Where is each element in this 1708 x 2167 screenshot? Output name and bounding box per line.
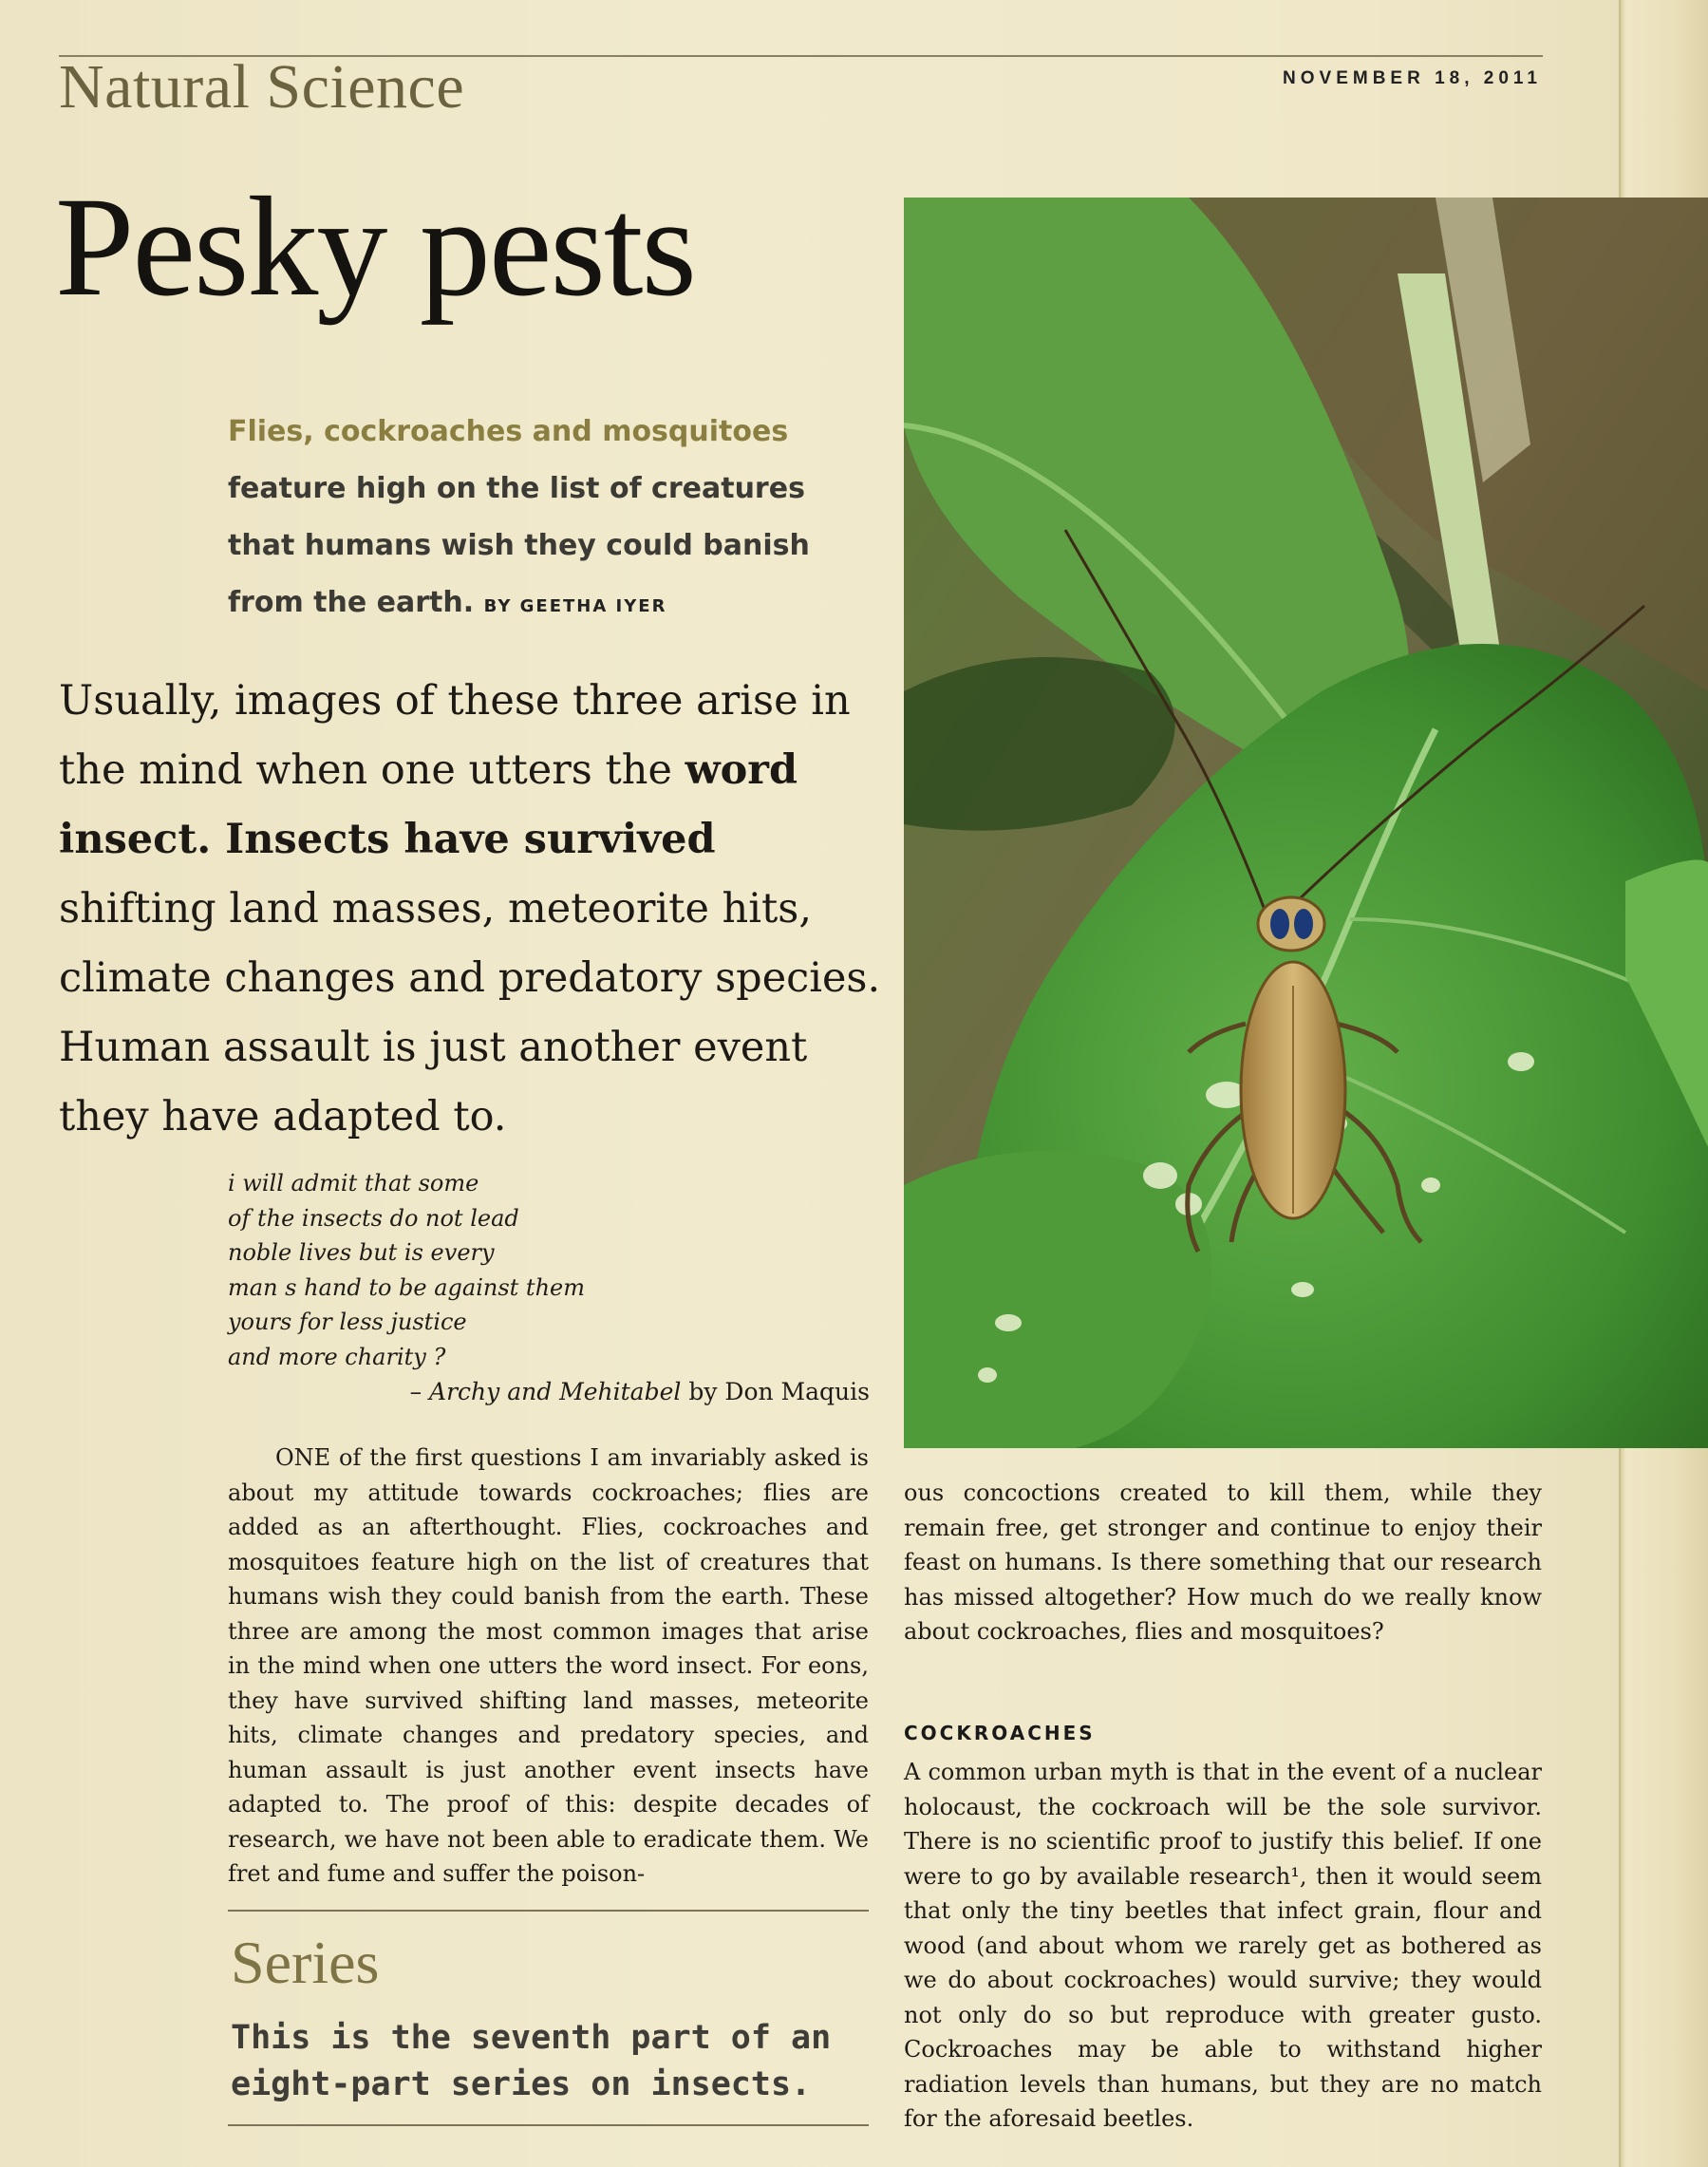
body-paragraph: A common urban myth is that in the event of a nuclear holocaust, the cockroach will be the sole survivor. There is no scientific proof to justify this belief. If one were to go by available research¹, then it would seem that only the tiny beetles that infect grain, flour and wood (and about whom we rarely get as bothered as we do about cockroaches) would survive; they would not only do so but reproduce with greater gusto. Cockroaches may be able to withstand higher radiation levels than humans, but they are no match for the aforesaid beetles. [904, 1759, 1542, 2132]
cockroach-head-shield [1258, 897, 1324, 951]
subhead-cockroaches: COCKROACHES [904, 1722, 1096, 1744]
deck-line: feature high on the list of creatures [228, 472, 805, 505]
deck [228, 404, 835, 635]
pronotum-stripe [1270, 909, 1289, 939]
poem-line: noble lives but is every [228, 1239, 495, 1266]
lead-paragraph [59, 667, 885, 1152]
byline: BY GEETHA IYER [483, 596, 667, 616]
poem-line: of the insects do not lead [228, 1204, 519, 1232]
leaf-spot [1291, 1282, 1314, 1297]
series-box-rule [228, 2124, 869, 2126]
body-paragraph: ous concoctions created to kill them, while they remain free, get stronger and continue to enjoy their feast on humans. Is there something that our research has missed altogether? How much do we really know about cockroaches, flies and mosquitoes? [904, 1479, 1542, 1645]
issue-date: NOVEMBER 18, 2011 [1283, 68, 1542, 88]
body-column-2 [904, 1476, 1542, 1649]
series-text-line: This is the seventh part of an [231, 2019, 832, 2057]
section-title: Natural Science [59, 52, 465, 122]
lead-bold-text: word insect. Insects have survived [59, 746, 798, 863]
lead-text: Usually, images of these three arise in the mind when one utters the [59, 677, 851, 794]
body-paragraph: ONE of the first questions I am invariably asked is about my attitude towards cockroaches; flies are added as an afterthought. Flies, cockroaches and mosquitoes feature high on the list of creatures that humans wish they could banish from the earth. These three are among the most common images that arise in the mind when one utters the word insect. For eons, they have survived shifting land masses, meteorite hits, climate changes and predatory species, and human assault is just another event insects have adapted to. The proof of this: despite decades of research, we have not been able to eradicate them. We fret and fume and suffer the poison- [228, 1444, 869, 1887]
poem-line: yours for less justice [228, 1309, 467, 1335]
deck-line: that humans wish they could banish [228, 529, 810, 562]
epigraph-citation [228, 1375, 870, 1410]
leaf-spot [1508, 1052, 1534, 1071]
poem-line: man s hand to be against them [228, 1273, 585, 1301]
series-title: Series [231, 1929, 380, 1996]
poem-line: and more charity ? [228, 1343, 446, 1370]
citation-title: Archy and Mehitabel [429, 1378, 682, 1405]
body-column-1 [228, 1441, 869, 1892]
epigraph-poem [228, 1166, 873, 1405]
leaf-spot [1421, 1178, 1440, 1193]
citation-dash: – [409, 1378, 430, 1405]
deck-line: Flies, cockroaches and mosquitoes [228, 415, 789, 448]
lead-text: shifting land masses, meteorite hits, climate changes and predatory species. Human assault is just another event they have adapted to. [59, 885, 881, 1140]
leaf-spot [1143, 1162, 1177, 1189]
cockroach-photo [904, 198, 1708, 1448]
poem-line: i will admit that some [228, 1170, 479, 1197]
pronotum-stripe [1294, 909, 1313, 939]
body-column-2-continued [904, 1755, 1542, 2137]
leaf-spot [978, 1367, 997, 1383]
leaf-spot [995, 1314, 1022, 1331]
series-text-line: eight-part series on insects. [231, 2065, 812, 2103]
citation-author: by Don Maquis [681, 1378, 870, 1405]
series-text [231, 2015, 876, 2108]
deck-line: from the earth. [228, 586, 475, 619]
series-box-rule [228, 1910, 869, 1912]
cockroach-on-leaf-illustration [904, 198, 1708, 1448]
headline: Pesky pests [55, 168, 695, 326]
